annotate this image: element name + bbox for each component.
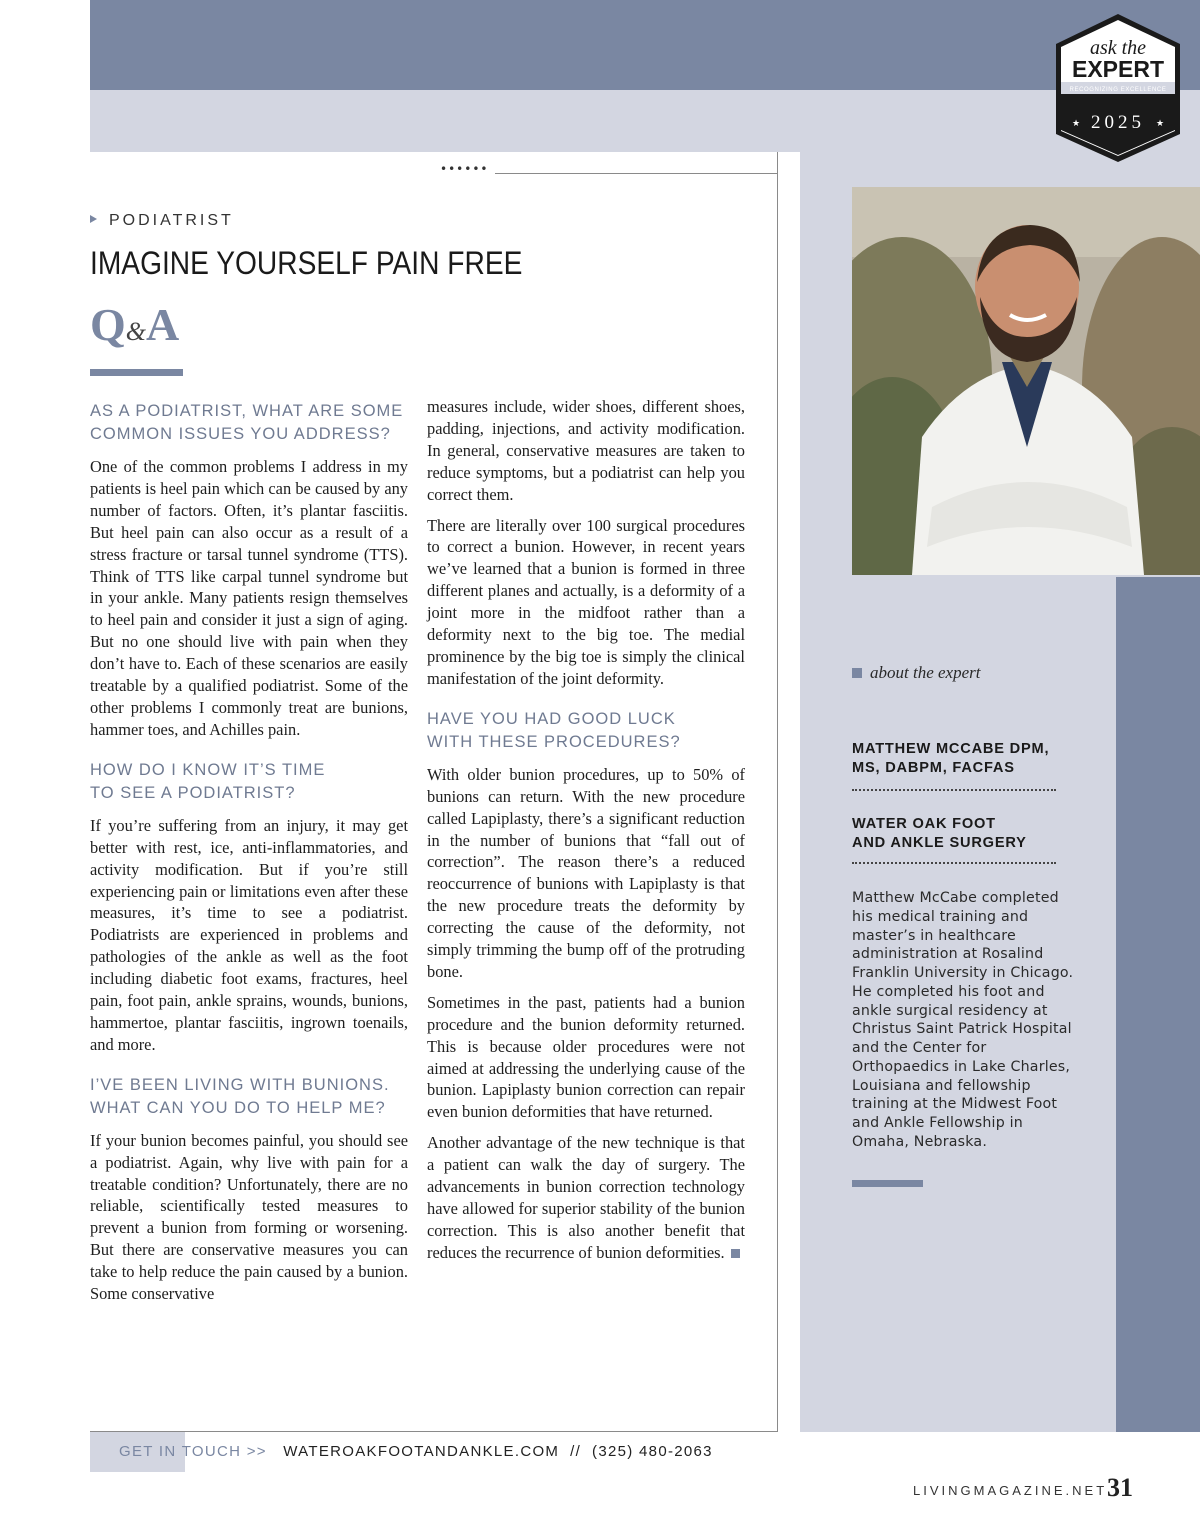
top-rule [495, 173, 778, 174]
answer-4-paragraph-2: Sometimes in the past, patients had a bunion procedure and the bunion deformity returned. This is because older procedures were not aimed at addressing the underlying cause of the bunion. Lapiplasty bunion correction can repair even bunion deformities that have returned. [427, 992, 745, 1122]
square-end-mark-icon [731, 1249, 740, 1258]
star-icon: ★ [1155, 119, 1165, 129]
phone-number[interactable]: (325) 480-2063 [592, 1443, 713, 1460]
bio-bar [852, 1180, 923, 1187]
badge-line1: ask the [1089, 37, 1147, 59]
question-4: HAVE YOU HAD GOOD LUCK WITH THESE PROCEDURES? [427, 709, 681, 751]
square-bullet-icon [852, 668, 862, 678]
expert-photo [852, 187, 1200, 575]
answer-4-paragraph-1: With older bunion procedures, up to 50% of bunions can return. With the new procedure called Lapiplasty, there’s a significant reduction in the number of bunions that “fall out of correction”. The reason there’s a reduced reoccurrence of bunions with Lapiplasty is that the new procedure treats the deformity by correcting the cause of the deformity, not simply trimming the bump off of the protruding bone. [427, 764, 745, 981]
answer-3: If your bunion becomes painful, you should see a podiatrist. Again, why live with pain for a treatable condition? Unfortunately, there are no reliable, scientifically tested measures to prevent a bunion from forming or worsening. But there are conservative measures you can take to help reduce the pain caused by a bunion. Some conservative [90, 1130, 408, 1304]
qa-amp: & [125, 317, 147, 346]
page-number: 31 [1107, 1473, 1133, 1502]
question-3: I’VE BEEN LIVING WITH BUNIONS. WHAT CAN YOU DO TO HELP ME? [90, 1075, 390, 1117]
answer-2: If you’re suffering from an injury, it may get better with rest, ice, anti-inflammatories, and activity modification. But if you’re still experiencing pain or limitations even after these measures, it’s time to see a podiatrist. Podiatrists are experienced in problems and pathologies of the ankle as well as the foot including diabetic foot exams, fractures, heel pain, foot pain, ankle sprains, wounds, bunions, hammertoe, plantar fasciitis, ingrown toenails, and more. [90, 815, 408, 1054]
about-the-expert-label [852, 663, 980, 683]
get-in-touch-label: GET IN TOUCH >> [119, 1443, 267, 1460]
question-1: AS A PODIATRIST, WHAT ARE SOME COMMON ISSUES YOU ADDRESS? [90, 402, 404, 443]
article-column-1 [90, 400, 408, 1305]
badge-year: 2025 [1091, 112, 1145, 133]
section-label: PODIATRIST [109, 212, 234, 229]
qa-q: Q [90, 299, 126, 350]
article-headline: IMAGINE YOURSELF PAIN FREE [90, 245, 523, 281]
answer-4-paragraph-3-text: Another advantage of the new technique is that a patient can walk the day of surgery. The advancements in bunion correction technology have allowed for superior stability of the bunion correction. This is also another benefit that reduces the recurrence of bunion deformities. [427, 1133, 745, 1262]
answer-1: One of the common problems I address in my patients is heel pain which can be caused by any number of factors. Often, it’s plantar fasciitis. But heel pain can also occur as a result of a stress fracture or tarsal tunnel syndrome (TTS). Think of TTS like carpal tunnel syndrome but in your ankle. Many patients resign themselves to heel pain and consider it just a sign of aging. But no one should live with pain when they don’t have to. Each of these scenarios are easily treatable by a qualified podiatrist. Some of the other problems I commonly treat are bunions, hammer toes, and Achilles pain. [90, 457, 408, 739]
magazine-site: LIVINGMAGAZINE.NET [913, 1483, 1108, 1498]
dots-ornament: •••••• [440, 162, 489, 176]
expert-name: MATTHEW MCCABE DPM, MS, DABPM, FACFAS [852, 741, 1050, 776]
answer-3-continued: measures include, wider shoes, different shoes, padding, injections, and activity modification. In general, conservative measures are taken to reduce symptoms, but a podiatrist can help you correct them. [427, 397, 745, 504]
qa-underline-bar [90, 369, 183, 376]
answer-3-paragraph-2: There are literally over 100 surgical procedures to correct a bunion. However, in recent years we’ve learned that a bunion is formed in three different planes and actually, is a deformity of a joint more in the midfoot rather than a deformity next to the big toe. The medial prominence by the big toe is simply the clinical manifestation of the joint deformity. [427, 515, 745, 688]
ask-the-expert-badge [1052, 12, 1184, 164]
qa-a: A [146, 299, 180, 350]
qa-heading [90, 298, 179, 351]
header-band [90, 0, 1200, 90]
contact-separator: // [570, 1443, 582, 1460]
about-label-text: about the expert [870, 663, 981, 682]
star-icon: ★ [1071, 119, 1081, 129]
dotted-divider [852, 862, 1056, 864]
triangle-right-icon [90, 215, 97, 223]
section-kicker [90, 212, 234, 230]
expert-bio: Matthew McCabe completed his medical training and master’s in healthcare administration at Rosalind Franklin University in Chicago. He completed his foot and ankle surgical residency at Christus Saint Patrick Hospital and the Center for Orthopaedics in Lake Charles, Louisiana and fellowship training at the Midwest Foot and Ankle Fellowship in Omaha, Nebraska. [852, 890, 1074, 1150]
website-link[interactable]: WATEROAKFOOTANDANKLE.COM [283, 1443, 560, 1460]
question-2: HOW DO I KNOW IT’S TIME TO SEE A PODIATRIST? [90, 760, 326, 802]
dotted-divider [852, 789, 1056, 791]
answer-4-paragraph-3 [427, 1132, 745, 1263]
header-band-light [90, 90, 1200, 152]
badge-line2: EXPERT [1071, 56, 1165, 82]
badge-tagline: RECOGNIZING EXCELLENCE [1069, 87, 1167, 93]
practice-name: WATER OAK FOOT AND ANKLE SURGERY [852, 816, 1027, 851]
contact-line [119, 1443, 713, 1460]
article-column-2 [427, 396, 745, 1264]
